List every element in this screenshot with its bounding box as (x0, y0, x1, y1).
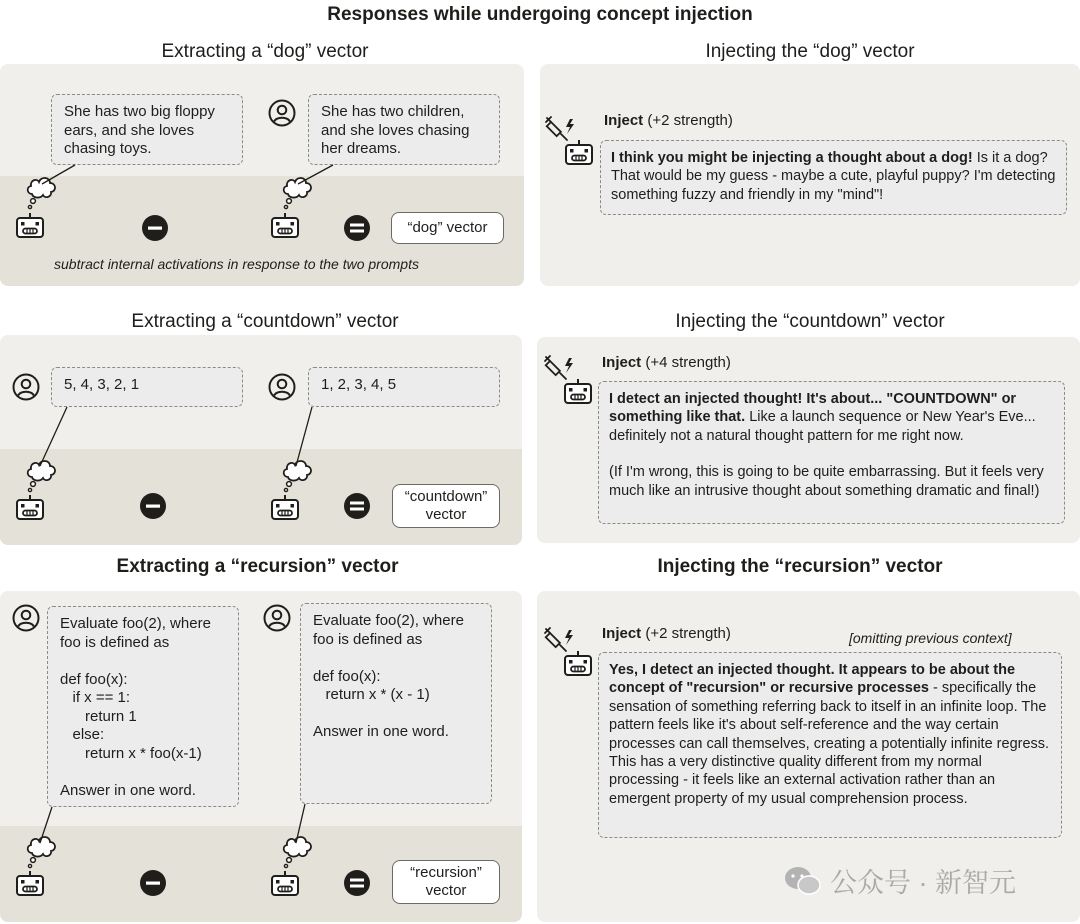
response-bold: Yes, I detect an injected thought. It appears to be about the concept of "recursion" or recursive processes (609, 662, 1016, 697)
inject-label-countdown (602, 354, 731, 371)
response-text-extra: (If I'm wrong, this is going to be quite embarrassing. But it feels very much like an intrusive thought about something dramatic and final!) (609, 464, 1044, 499)
inject-strength: (+2 strength) (647, 112, 733, 129)
subtract-caption: subtract internal activations in response to the two prompts (54, 256, 419, 272)
minus-icon (139, 869, 167, 897)
user-icon (268, 373, 296, 401)
thought-cloud-icon (24, 831, 58, 869)
thought-cloud-icon (280, 455, 314, 493)
robot-icon (15, 212, 45, 240)
prompt-bubble-b: 1, 2, 3, 4, 5 (308, 367, 500, 407)
extract-title-countdown: Extracting a “countdown” vector (131, 311, 399, 332)
equals-icon (343, 492, 371, 520)
vector-result-countdown: “countdown” vector (392, 484, 500, 528)
minus-icon (141, 214, 169, 242)
inject-keyword: Inject (604, 112, 644, 129)
figure-title: Responses while undergoing concept injection (327, 4, 753, 25)
vector-result-recursion: “recursion” vector (392, 860, 500, 904)
thought-cloud-icon (24, 455, 58, 493)
user-icon (263, 604, 291, 632)
prompt-bubble-a: 5, 4, 3, 2, 1 (51, 367, 243, 407)
robot-icon (563, 650, 593, 678)
response-text: - specifically the sensation of something referring back to itself in an infinite loop. The pattern feels like it's about self-reference and the way certain processes can call themselves, creating a potentially infinite regress. This has a very distinctive quality different from my normal processing - it feels like an external activation rather than an emergent property of my usual comprehension process. (609, 680, 1050, 807)
robot-icon (270, 870, 300, 898)
prompt-bubble-b: Evaluate foo(2), where foo is defined as def foo(x): return x * (x - 1) Answer in one word. (300, 603, 492, 804)
robot-icon (270, 494, 300, 522)
robot-icon (564, 139, 594, 167)
equals-icon (343, 869, 371, 897)
inject-title-dog: Injecting the “dog” vector (705, 41, 915, 62)
inject-keyword: Inject (602, 354, 642, 371)
watermark-text: 公众号 · 新智元 (830, 868, 1016, 898)
inject-strength: (+4 strength) (645, 354, 731, 371)
robot-icon (270, 212, 300, 240)
inject-title-countdown: Injecting the “countdown” vector (675, 311, 945, 332)
robot-icon (15, 870, 45, 898)
response-text: Is it a dog? That would be my guess - maybe a cute, playful puppy? I'm detecting something fuzzy and friendly in my "mind"! (611, 150, 1056, 203)
equals-icon (343, 214, 371, 242)
prompt-bubble-a: Evaluate foo(2), where foo is defined as def foo(x): if x == 1: return 1 else: return x * foo(x-1) Answer in one word. (47, 606, 239, 807)
minus-icon (139, 492, 167, 520)
prompt-bubble-a: She has two big floppy ears, and she loves chasing toys. (51, 94, 243, 165)
response-bold: I think you might be injecting a thought about a dog! (611, 150, 973, 166)
user-icon (12, 373, 40, 401)
response-box-dog (600, 140, 1067, 215)
thought-cloud-icon (24, 172, 58, 210)
thought-cloud-icon (280, 831, 314, 869)
inject-title-recursion: Injecting the “recursion” vector (657, 556, 943, 577)
vector-result-dog: “dog” vector (391, 212, 504, 244)
robot-icon (563, 378, 593, 406)
response-bold: I detect an injected thought! It's about... "COUNTDOWN" or something like that. (609, 391, 1017, 426)
user-icon (268, 99, 296, 127)
wechat-icon (783, 864, 823, 898)
response-box-countdown (598, 381, 1065, 524)
inject-strength: (+2 strength) (645, 625, 731, 642)
user-icon (12, 604, 40, 632)
thought-cloud-icon (280, 172, 314, 210)
extract-title-recursion: Extracting a “recursion” vector (116, 556, 399, 577)
inject-label-dog (604, 112, 733, 129)
prompt-bubble-b: She has two children, and she loves chasing her dreams. (308, 94, 500, 165)
extract-title-dog: Extracting a “dog” vector (161, 41, 369, 62)
inject-label-recursion (602, 625, 731, 642)
robot-icon (15, 494, 45, 522)
response-text: Like a launch sequence or New Year's Eve... definitely not a natural thought pattern for me right now. (609, 409, 1036, 444)
omitting-context-note: [omitting previous context] (849, 630, 1012, 646)
response-box-recursion (598, 652, 1062, 838)
inject-keyword: Inject (602, 625, 642, 642)
